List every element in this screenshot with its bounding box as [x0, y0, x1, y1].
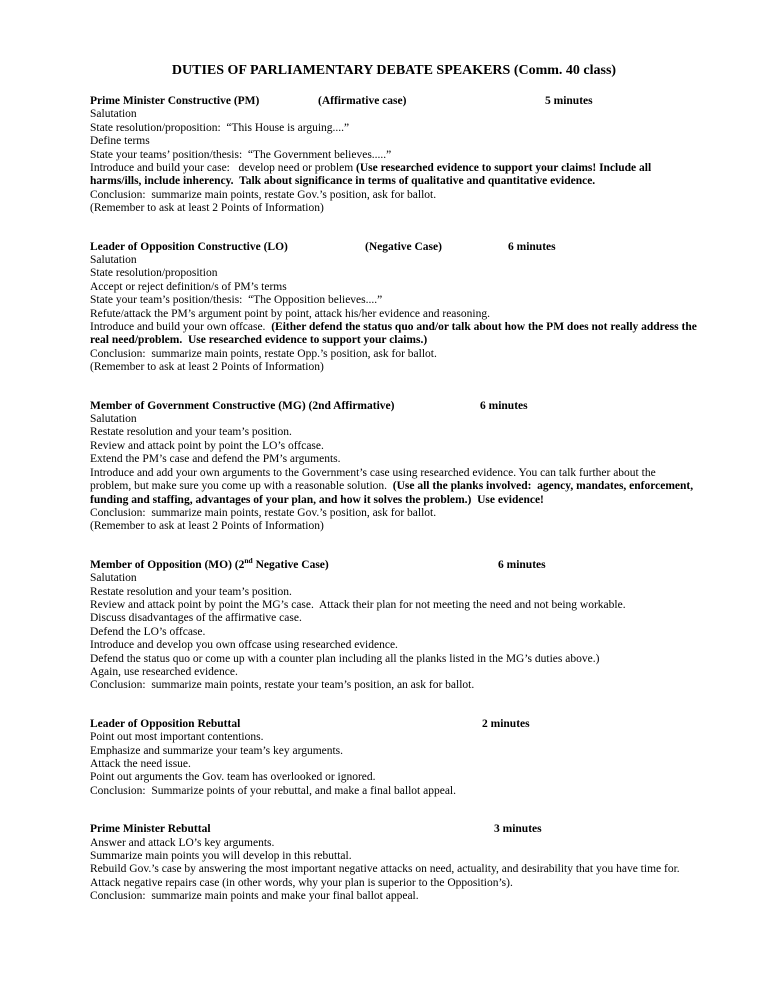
text-line: Introduce and build your case: develop need or problem (Use researched evidence to support your claims! Include all harms/ills, include inherency. Talk about significance in terms of qualitative and quantitative evidence. [90, 162, 655, 188]
text-line: Defend the status quo or come up with a counter plan including all the planks listed in the MG’s duties above.) [90, 652, 600, 665]
section-prime-minister-rebuttal [90, 823, 698, 903]
text-line: Conclusion: summarize main points, restate Gov.’s position, ask for ballot. [90, 188, 437, 201]
text-line: Refute/attack the PM’s argument point by point, attack his/her evidence and reasoning. [90, 307, 490, 320]
text-line: Introduce and add your own arguments to the Government’s case using researched evidence. You can talk further about the problem, but make sure you come up with a reasonable solution. (Use all the planks involved: agency, mandates, enforcement, funding and staffing, advantages of your plan, and how it solves the problem.) Use evidence! [90, 466, 697, 506]
time-allocation: 6 minutes [480, 399, 528, 412]
time-allocation: 6 minutes [508, 240, 556, 253]
text-line: Review and attack point by point the LO’s offcase. [90, 439, 324, 452]
section-prime-minister-constructive [90, 95, 698, 216]
speaker-title: Leader of Opposition Constructive (LO) [90, 240, 288, 253]
text-line: Extend the PM’s case and defend the PM’s arguments. [90, 453, 341, 466]
text-line: Point out arguments the Gov. team has overlooked or ignored. [90, 771, 376, 784]
text-line: (Remember to ask at least 2 Points of Information) [90, 361, 324, 374]
section-heading [90, 95, 698, 108]
speaker-title: Leader of Opposition Rebuttal [90, 717, 241, 730]
text-line: Discuss disadvantages of the affirmative case. [90, 612, 302, 625]
text-line: Conclusion: summarize main points, restate your team’s position, an ask for ballot. [90, 679, 475, 692]
time-allocation: 5 minutes [545, 95, 593, 107]
section-heading [90, 241, 698, 254]
text-line: Attack negative repairs case (in other words, why your plan is superior to the Opposition’s). [90, 876, 513, 889]
speaker-title: Member of Government Constructive (MG) (2nd Affirmative) [90, 399, 395, 412]
text-line: Attack the need issue. [90, 757, 191, 770]
text-line: Salutation [90, 572, 137, 585]
text-line: Salutation [90, 108, 137, 121]
text-line: (Remember to ask at least 2 Points of Information) [90, 202, 324, 215]
document-content [90, 62, 698, 904]
text-line: Restate resolution and your team’s position. [90, 585, 292, 598]
sections [90, 95, 698, 904]
case-label: (Affirmative case) [318, 95, 407, 107]
text-line: Conclusion: summarize main points, restate Gov.’s position, ask for ballot. [90, 506, 437, 519]
text-line: Answer and attack LO’s key arguments. [90, 836, 275, 849]
speaker-title: Member of Opposition (MO) (2nd Negative Case) [90, 555, 329, 571]
text-line: State your team’s position/thesis: “The Opposition believes....” [90, 294, 383, 307]
text-line: State resolution/proposition: “This House is arguing....” [90, 121, 350, 134]
section-member-of-opposition [90, 555, 698, 693]
text-line: (Remember to ask at least 2 Points of Information) [90, 520, 324, 533]
text-line: Introduce and build your own offcase. (Either defend the status quo and/or talk about how the PM does not really address the real need/problem. Use researched evidence to support your claims.) [90, 321, 700, 347]
text-line: Restate resolution and your team’s position. [90, 426, 292, 439]
section-heading [90, 400, 698, 413]
text-line: Defend the LO’s offcase. [90, 625, 206, 638]
section-member-of-government-constructive [90, 400, 698, 534]
time-allocation: 3 minutes [494, 823, 542, 836]
text-line: State your teams’ position/thesis: “The Government believes.....” [90, 148, 392, 161]
text-line: Point out most important contentions. [90, 731, 264, 744]
text-line: Accept or reject definition/s of PM’s terms [90, 280, 287, 293]
text-line: Salutation [90, 413, 137, 426]
section-leader-of-opposition-rebuttal [90, 718, 698, 798]
text-line: Summarize main points you will develop in this rebuttal. [90, 850, 352, 862]
section-leader-of-opposition-constructive [90, 241, 698, 375]
case-label: (Negative Case) [365, 240, 442, 253]
text-line: Conclusion: summarize main points and make your final ballot appeal. [90, 890, 419, 903]
section-heading [90, 555, 698, 572]
section-heading [90, 718, 698, 731]
speaker-title: Prime Minister Rebuttal [90, 823, 211, 836]
section-heading [90, 823, 698, 836]
time-allocation: 6 minutes [498, 558, 546, 571]
text-line: Emphasize and summarize your team’s key arguments. [90, 744, 344, 757]
text-line: Define terms [90, 135, 150, 148]
text-line: Salutation [90, 254, 137, 267]
document-title: DUTIES OF PARLIAMENTARY DEBATE SPEAKERS (Comm. 40 class) [171, 63, 617, 78]
text-line: Rebuild Gov.’s case by answering the most important negative attacks on need, actuality, and desirability that you have time for. [90, 863, 680, 876]
speaker-title: Prime Minister Constructive (PM) [90, 95, 260, 107]
time-allocation: 2 minutes [482, 717, 530, 730]
text-line: State resolution/proposition [90, 267, 218, 280]
text-line: Again, use researched evidence. [90, 665, 238, 678]
text-line: Conclusion: summarize main points, restate Opp.’s position, ask for ballot. [90, 347, 437, 360]
text-line: Introduce and develop you own offcase using researched evidence. [90, 639, 398, 652]
text-line: Conclusion: Summarize points of your rebuttal, and make a final ballot appeal. [90, 784, 456, 797]
text-line: Review and attack point by point the MG’s case. Attack their plan for not meeting the need and not being workable. [90, 598, 626, 611]
